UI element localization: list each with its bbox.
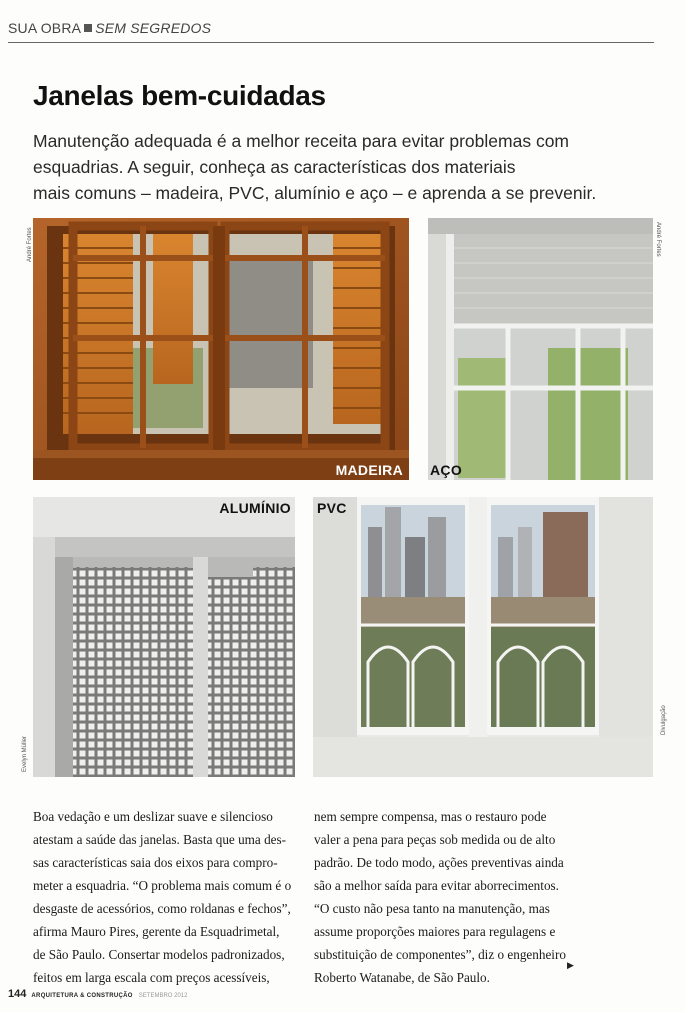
photo-madeira: [33, 218, 409, 480]
photo-aluminio: [33, 497, 295, 777]
body-column-left: [33, 805, 295, 989]
subsection-name: SEM SEGREDOS: [95, 20, 212, 36]
body-line: meter a esquadria. “O problema mais comum é o: [33, 878, 292, 893]
continue-arrow-icon: ▶: [567, 960, 574, 970]
steel-window-image: [428, 218, 653, 480]
body-line: feitos em larga escala com preços acessíveis,: [33, 970, 270, 985]
body-line: são a melhor saída para evitar aborrecimentos.: [314, 878, 559, 893]
body-line: padrão. De todo modo, ações preventivas ainda: [314, 855, 564, 870]
body-line: de São Paulo. Consertar modelos padronizados,: [33, 947, 285, 962]
body-line: sas características saia dos eixos para compro-: [33, 855, 278, 870]
page-footer: [8, 988, 187, 1000]
issue-date: SETEMBRO 2012: [138, 993, 188, 999]
photo-label: MADEIRA: [335, 462, 403, 478]
square-bullet-icon: [84, 24, 92, 32]
body-line: “O custo não pesa tanto na manutenção, mas: [314, 901, 550, 916]
photo-aco: [428, 218, 653, 480]
photo-pvc: [313, 497, 653, 777]
body-line: Boa vedação e um deslizar suave e silencioso: [33, 809, 273, 824]
wood-window-image: [33, 218, 409, 480]
photo-credit: André Fortes: [655, 222, 661, 257]
article-title: Janelas bem-cuidadas: [33, 80, 326, 111]
body-line: afirma Mauro Pires, gerente da Esquadrimetal,: [33, 924, 280, 939]
photo-credit: Divulgação: [661, 705, 667, 735]
body-line: atestam a saúde das janelas. Basta que uma des-: [33, 832, 287, 847]
photo-credit: André Fortes: [27, 227, 33, 262]
deck-line: mais comuns – madeira, PVC, alumínio e aço – e aprenda a se prevenir.: [33, 183, 597, 203]
body-line: nem sempre compensa, mas o restauro pode: [314, 809, 547, 824]
body-column-right: [314, 805, 576, 989]
photo-label: ALUMÍNIO: [219, 500, 291, 516]
page-number: 144: [8, 988, 27, 1000]
article-deck: [33, 128, 613, 206]
pvc-window-image: [313, 497, 653, 777]
body-line: assume proporções maiores para regulagens e: [314, 924, 556, 939]
deck-line: Manutenção adequada é a melhor receita para evitar problemas com: [33, 131, 570, 151]
magazine-name: ARQUITETURA & CONSTRUÇÃO: [31, 993, 133, 999]
photo-label: PVC: [317, 500, 347, 516]
body-line: substituição de componentes”, diz o engenheiro: [314, 947, 566, 962]
photo-credit: Evelyn Müller: [22, 735, 28, 772]
photo-label: AÇO: [430, 462, 463, 478]
section-name: SUA OBRA: [8, 20, 82, 36]
body-line: Roberto Watanabe, de São Paulo.: [314, 970, 490, 985]
body-line: valer a pena para peças sob medida ou de alto: [314, 832, 556, 847]
deck-line: esquadrias. A seguir, conheça as características dos materiais: [33, 157, 516, 177]
aluminum-grille-image: [33, 497, 295, 777]
section-header: [8, 20, 654, 43]
body-line: desgaste de acessórios, como roldanas e fechos”,: [33, 901, 291, 916]
